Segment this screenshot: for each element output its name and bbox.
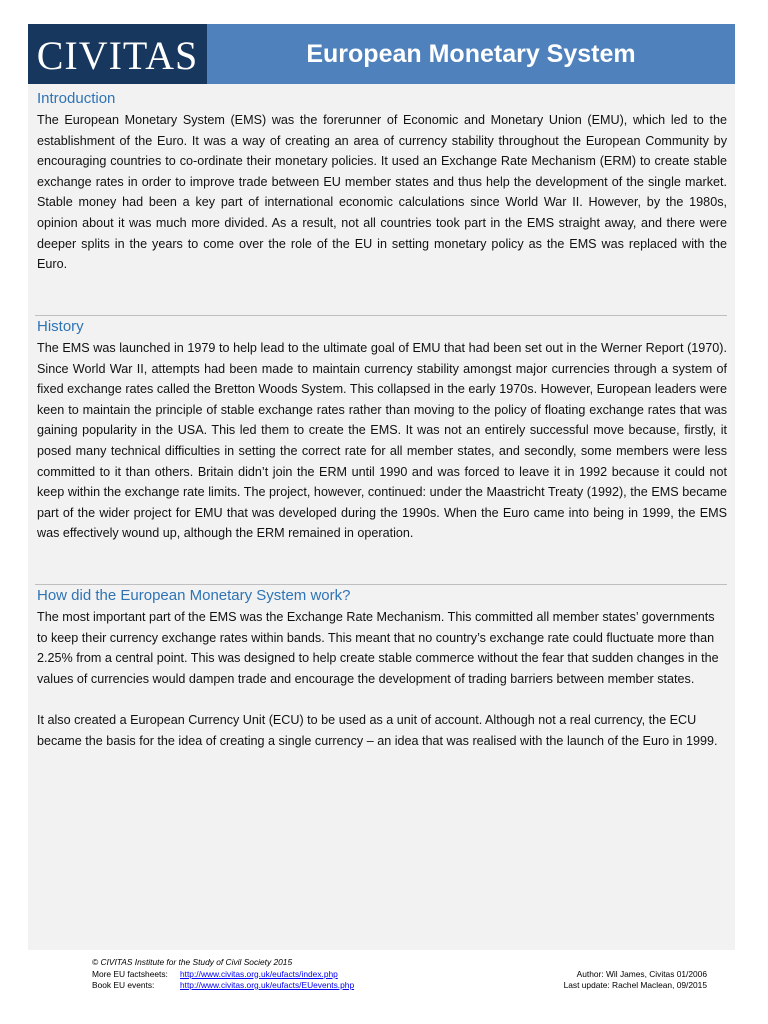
footer-events-group [92, 980, 354, 992]
civitas-logo [28, 24, 207, 84]
footer [92, 957, 707, 992]
history-paragraph: The EMS was launched in 1979 to help lead to the ultimate goal of EMU that had been set out in the Werner Report (1970). Since World War II, attempts had been made to maintain currency stability amongst major currencies through a system of fixed exchange rates called the Bretton Woods System. This collapsed in the early 1970s. However, European leaders were keen to maintain the principle of stable exchange rates rather than moving to the policy of floating exchange rates that was gaining popularity in the USA. This led them to create the EMS. It was not an entirely successful move because, firstly, it posed many technical difficulties in setting the correct rate for all member states, and secondly, some members were less committed to it than others. Britain didn’t join the ERM until 1990 and was forced to leave it in 1992 because it could not keep within the exchange rate limits. The project, however, continued: under the Maastricht Treaty (1992), the EMS became part of the wider project for EMU that was developed during the 1990s. When the Euro came into being in 1999, the EMS was effectively wound up, although the ERM remained in operation. [37, 341, 727, 541]
section-heading-how-ems-worked: How did the European Monetary System work? [37, 587, 351, 604]
copyright-text: © CIVITAS Institute for the Study of Civil Society 2015 [92, 957, 293, 967]
last-update-text: Last update: Rachel Maclean, 09/2015 [563, 980, 707, 990]
factsheets-link[interactable]: http://www.civitas.org.uk/eufacts/index.php [180, 968, 338, 979]
how-ems-worked-paragraph-1: The most important part of the EMS was the Exchange Rate Mechanism. This committed all member states’ governments to keep their currency exchange rates within bands. This meant that no country’s exchange rate could fluctuate more than 2.25% from a central point. This was designed to help create stable commerce without the fear that sudden changes in the values of currencies would dampen trade and encourage the development of trading barriers between member states. [37, 610, 719, 686]
factsheets-label: More EU factsheets: [92, 968, 168, 979]
footer-row-copyright [92, 957, 707, 969]
page-title: European Monetary System [306, 39, 636, 68]
events-link[interactable]: http://www.civitas.org.uk/eufacts/EUevents.php [180, 980, 355, 990]
footer-row-factsheets [92, 969, 707, 981]
logo-text: CIVITAS [36, 33, 199, 78]
footer-row-events [92, 980, 707, 992]
section-how-ems-worked [37, 585, 727, 751]
section-introduction [37, 88, 727, 275]
footer-factsheets-group [92, 969, 338, 981]
events-label: Book EU events: [92, 980, 155, 990]
introduction-paragraph: The European Monetary System (EMS) was the forerunner of Economic and Monetary Union (EMU), which led to the establishment of the Euro. It was a way of creating an area of currency stability throughout the European Community by encouraging countries to co-ordinate their monetary policies. It used an Exchange Rate Mechanism (ERM) to create stable exchange rates in order to improve trade between EU member states and thus help the development of the single market. Stable money had been a key part of international economic calculations since World War II. However, by the 1980s, opinion about it was much more divided. As a result, not all countries took part in the EMS straight away, and there were deeper splits in the years to come over the role of the EU in setting monetary policy as the EMS was replaced with the Euro. [37, 113, 727, 272]
section-heading-introduction: Introduction [37, 90, 116, 107]
author-text: Author: Wil James, Civitas 01/2006 [576, 968, 707, 979]
section-history [37, 316, 727, 544]
how-ems-worked-paragraph-2: It also created a European Currency Unit (ECU) to be used as a unit of account. Although not a real currency, the ECU became the basis for the idea of creating a single currency – an idea that was realised with the launch of the Euro in 1999. [37, 712, 718, 748]
section-heading-history: History [37, 318, 84, 335]
